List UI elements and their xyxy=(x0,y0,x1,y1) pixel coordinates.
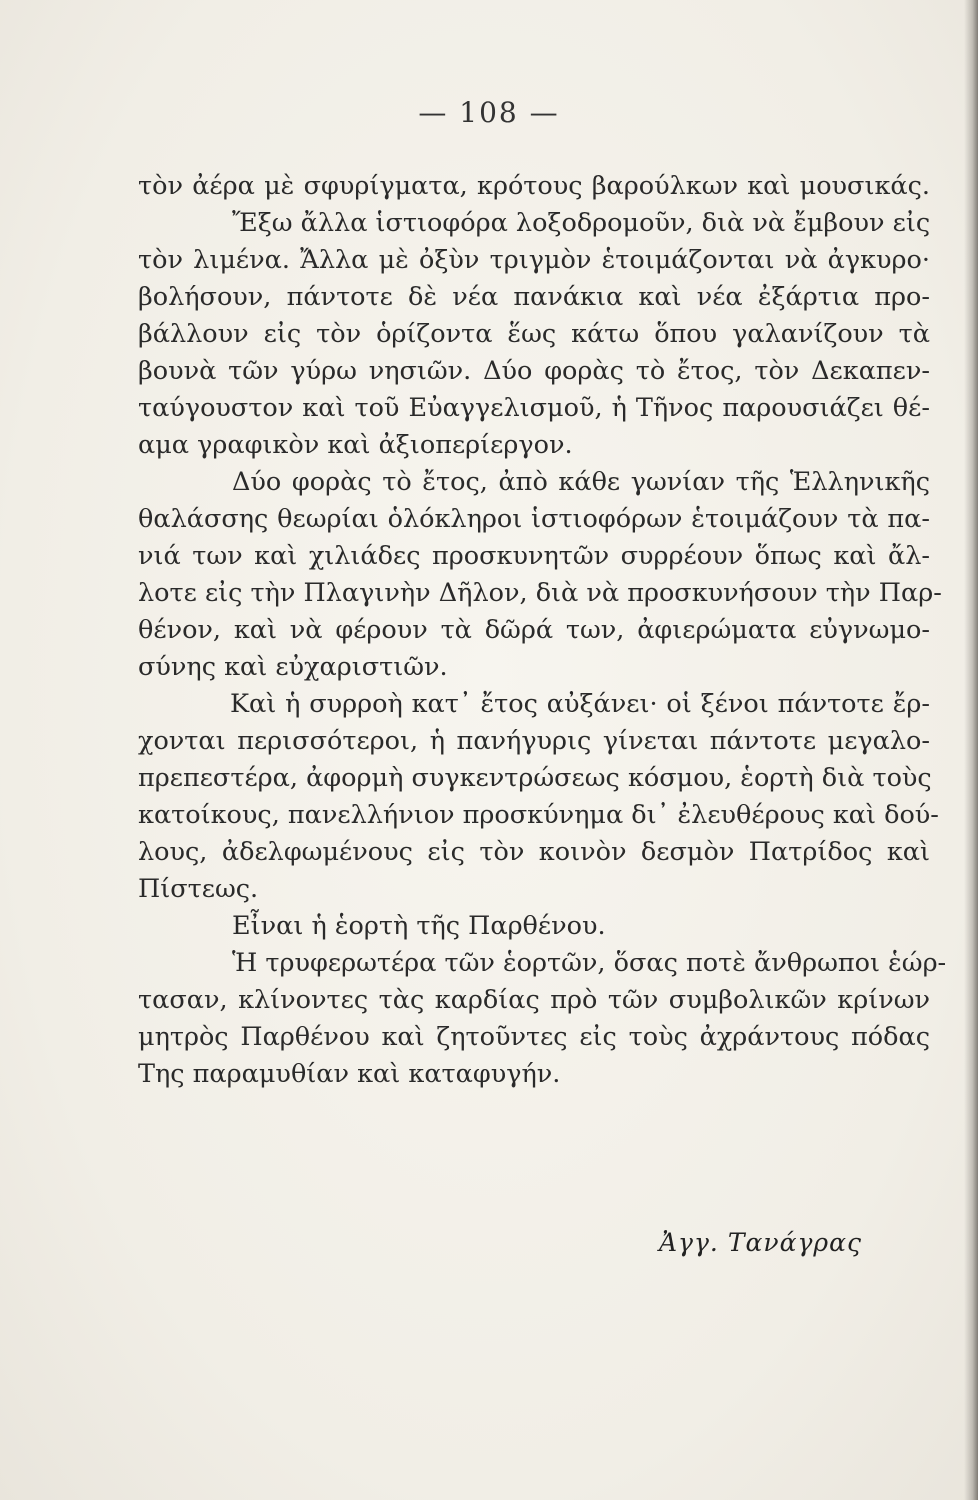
text-line: Πίστεως. xyxy=(138,874,259,904)
text-line: Της παραμυθίαν καὶ καταφυγήν. xyxy=(138,1059,561,1089)
page-edge-shadow xyxy=(964,0,978,1500)
text-line: λους, ἀδελφωμένους εἰς τὸν κοινὸν δεσμὸν Πατρίδος καὶ xyxy=(138,837,930,867)
text-line: ταύγουστον καὶ τοῦ Εὐαγγελισμοῦ, ἡ Τῆνος παρουσιάζει θέ- xyxy=(138,393,930,423)
text-line: κατοίκους, πανελλήνιον προσκύνημα δι᾽ ἐλευθέρους καὶ δού- xyxy=(138,800,939,830)
text-line: Ἔξω ἄλλα ἱστιοφόρα λοξοδρομοῦν, διὰ νὰ ἔμβουν εἰς xyxy=(232,208,931,238)
text-line: βουνὰ τῶν γύρω νησιῶν. Δύο φορὰς τὸ ἔτος, τὸν Δεκαπεν- xyxy=(138,356,930,386)
body-text xyxy=(138,168,947,1093)
author-signature: Ἀγγ. Τανάγρας xyxy=(659,1228,862,1257)
text-line: σύνης καὶ εὐχαριστιῶν. xyxy=(138,652,448,682)
text-line: βολήσουν, πάντοτε δὲ νέα πανάκια καὶ νέα ἐξάρτια προ- xyxy=(138,282,930,312)
text-line: Καὶ ἡ συρροὴ κατ᾽ ἔτος αὐξάνει· οἱ ξένοι πάντοτε ἔρ- xyxy=(230,689,930,719)
page-number: — 108 — xyxy=(418,96,560,129)
text-line: νιά των καὶ χιλιάδες προσκυνητῶν συρρέουν ὅπως καὶ ἄλ- xyxy=(138,541,930,571)
text-line: λοτε εἰς τὴν Πλαγινὴν Δῆλον, διὰ νὰ προσκυνήσουν τὴν Παρ- xyxy=(138,578,942,608)
text-line: Ἡ τρυφερωτέρα τῶν ἑορτῶν, ὅσας ποτὲ ἄνθρωποι ἑώρ- xyxy=(232,948,947,978)
text-line: πρεπεστέρα, ἀφορμὴ συγκεντρώσεως κόσμου, ἑορτὴ διὰ τοὺς xyxy=(138,763,932,793)
text-line: τὸν λιμένα. Ἄλλα μὲ ὀξὺν τριγμὸν ἑτοιμάζονται νὰ ἀγκυρο· xyxy=(138,245,930,275)
text-line: αμα γραφικὸν καὶ ἀξιοπερίεργον. xyxy=(138,430,573,460)
text-line: βάλλουν εἰς τὸν ὁρίζοντα ἕως κάτω ὅπου γαλανίζουν τὰ xyxy=(138,319,930,349)
text-line: τὸν ἀέρα μὲ σφυρίγματα, κρότους βαρούλκων καὶ μουσικάς. xyxy=(138,171,930,201)
text-line: θαλάσσης θεωρίαι ὁλόκληροι ἱστιοφόρων ἑτοιμάζουν τὰ πα- xyxy=(138,504,930,534)
text-line: Δύο φορὰς τὸ ἔτος, ἀπὸ κάθε γωνίαν τῆς Ἑλληνικῆς xyxy=(232,467,930,497)
text-line: θένον, καὶ νὰ φέρουν τὰ δῶρά των, ἀφιερώματα εὐγνωμο- xyxy=(138,615,930,645)
text-line: Εἶναι ἡ ἑορτὴ τῆς Παρθένου. xyxy=(232,911,606,941)
text-line: χονται περισσότεροι, ἡ πανήγυρις γίνεται πάντοτε μεγαλο- xyxy=(138,726,930,756)
text-line: τασαν, κλίνοντες τὰς καρδίας πρὸ τῶν συμβολικῶν κρίνων xyxy=(138,985,930,1015)
text-line: μητρὸς Παρθένου καὶ ζητοῦντες εἰς τοὺς ἀχράντους πόδας xyxy=(138,1022,930,1052)
